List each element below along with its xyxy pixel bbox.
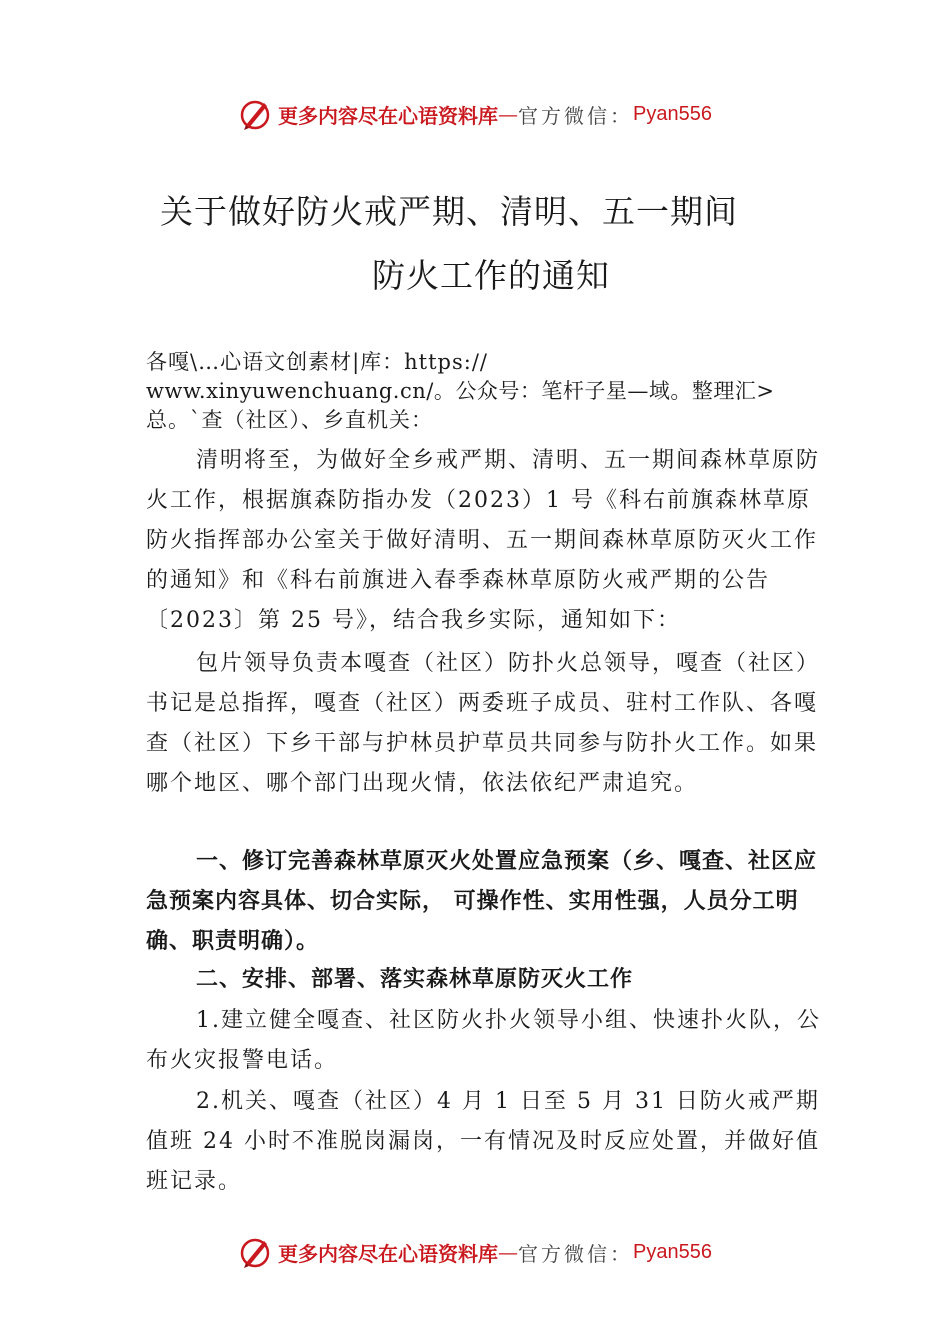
section-heading-2: 二、安排、部署、落实森林草原防灭火工作 (196, 967, 634, 992)
banner-dash: — (498, 102, 519, 126)
pen-logo-icon (238, 97, 272, 131)
banner-label: 官方微信： (518, 103, 634, 128)
list-item-1: 1.建立健全嘎查、社区防火扑火领导小组、快速扑火队，公布火灾报警电话。 (146, 1008, 821, 1073)
paragraph-intro: 清明将至，为做好全乡戒严期、清明、五一期间森林草原防火工作，根据旗森防指办发（2023）1 号《科右前旗森林草原防火指挥部办公室关于做好清明、五一期间森林草原防灭火工作的通知》和《科右前旗进入春季森林草原防火戒严期的公告〔2023〕第 25 号》，结合我乡实际，通知如下： (146, 448, 821, 633)
banner-brand: 更多内容尽在心语资料库 (278, 1241, 499, 1266)
section-heading-1: 一、修订完善森林草原灭火处置应急预案（乡、嘎查、社区应急预案内容具体、切合实际， 可操作性、实用性强，人员分工明确、职责明确）。 (146, 849, 818, 954)
list-item-2: 2.机关、嘎查（社区）4 月 1 日至 5 月 31 日防火戒严期值班 24 小时不准脱岗漏岗，一有情况及时反应处置，并做好值班记录。 (146, 1089, 820, 1194)
banner-dash: — (498, 1240, 519, 1264)
pen-logo-icon (238, 1235, 272, 1269)
banner-wechat-id: Pyan556 (633, 102, 712, 125)
paragraph-leadership: 包片领导负责本嘎查（社区）防扑火总领导，嘎查（社区）书记是总指挥，嘎查（社区）两委班子成员、驻村工作队、各嘎查（社区）下乡干部与护林员护草员共同参与防扑火工作。如果哪个地区、哪个部门出现火情，依法依纪严肃追究。 (146, 651, 821, 796)
banner-wechat-id: Pyan556 (633, 1240, 712, 1263)
header-watermark (0, 94, 950, 134)
document-title-line2: 防火工作的通知 (372, 256, 610, 295)
addressee-line3: 总。`查（社区）、乡直机关： (146, 408, 433, 432)
addressee-line2: www.xinyuwenchuang.cn/。公众号：笔杆子星—域。整理汇> (146, 379, 775, 403)
banner-label: 官方微信： (518, 1241, 634, 1266)
footer-watermark (0, 1232, 950, 1272)
addressee-line1: 各嘎\…心语文创素材|库：https:// (146, 350, 488, 374)
banner-brand: 更多内容尽在心语资料库 (278, 103, 499, 128)
document-title-line1: 关于做好防火戒严期、清明、五一期间 (160, 192, 738, 231)
